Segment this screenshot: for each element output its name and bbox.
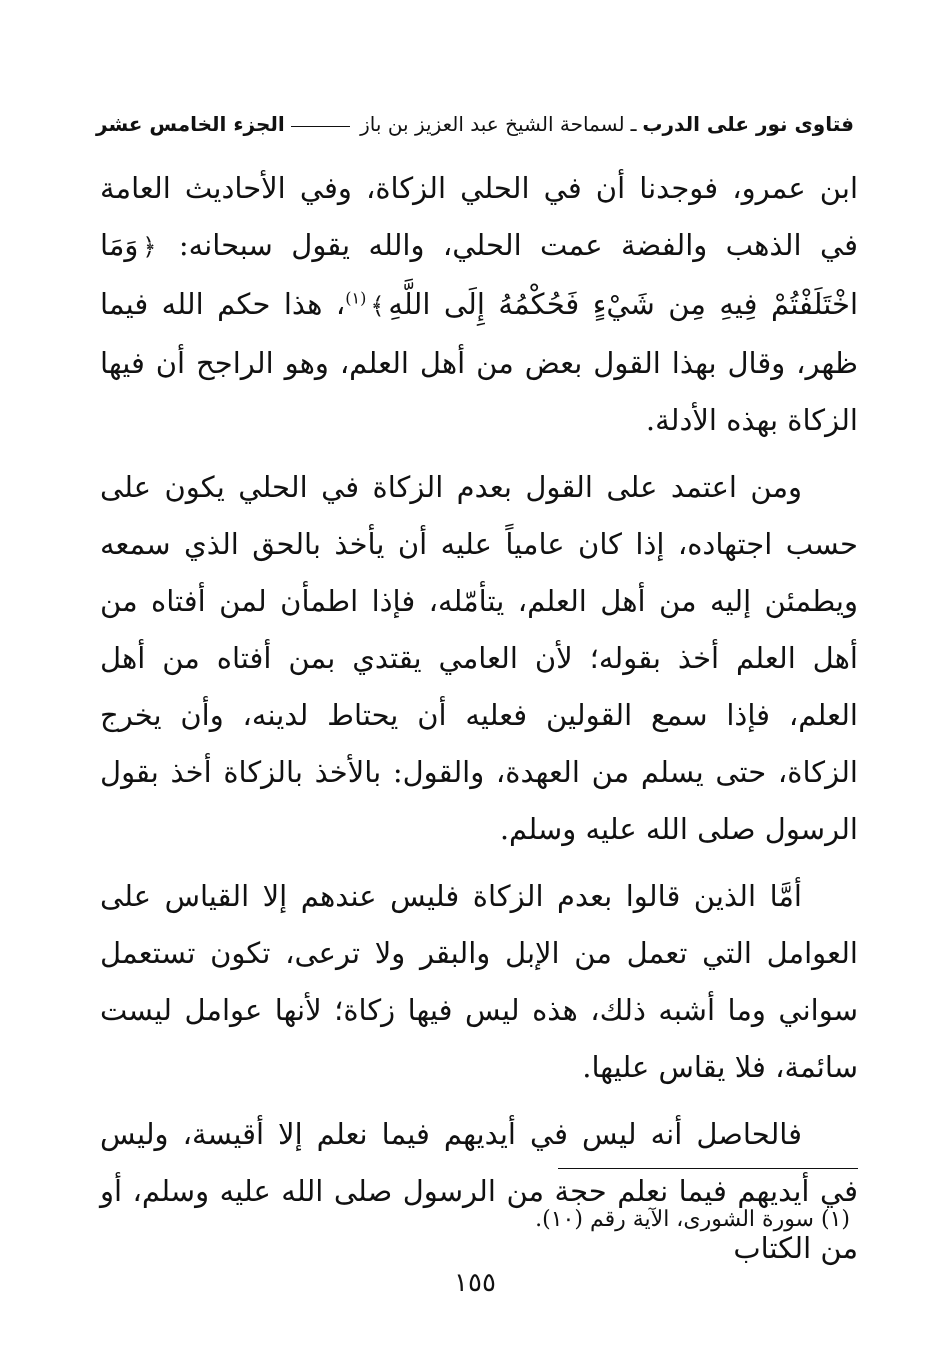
paragraph-1-part-b: ، هذا حكم الله فيما ظهر، وقال بهذا القول بعض من أهل العلم، وهو الراجح أن فيها الزكاة بهذه الأدلة.	[100, 287, 858, 437]
quran-verse: وَمَا اخْتَلَفْتُمْ فِيهِ مِن شَيْءٍ فَحُكْمُهُ إِلَى اللَّهِ	[100, 228, 858, 321]
paragraph-4: فالحاصل أنه ليس في أيديهم فيما نعلم إلا أقيسة، وليس في أيديهم فيما نعلم حجة من الرسول صلى الله عليه وسلم، أو من الكتاب	[100, 1117, 858, 1265]
running-header	[96, 104, 854, 144]
volume-label: الجزء الخامس عشر	[96, 112, 285, 136]
paragraph-3: أمَّا الذين قالوا بعدم الزكاة فليس عندهم إلا القياس على العوامل التي تعمل من الإبل والبقر ولا ترعى، تكون تستعمل سواني وما أشبه ذلك، هذه ليس فيها زكاة؛ لأنها عوامل ليست سائمة، فلا يقاس عليها.	[100, 879, 858, 1084]
footnote-reference: (١)	[345, 288, 367, 308]
quran-open-bracket: ﴿	[142, 233, 157, 261]
paragraph-2: ومن اعتمد على القول بعدم الزكاة في الحلي يكون على حسب اجتهاده، إذا كان عامياً عليه أن يأخذ بالحق الذي سمعه ويطمئن إليه من أهل العلم، يتأمّله، فإذا اطمأن لمن أفتاه من أهل العلم أخذ بقوله؛ لأن العامي يقتدي بمن أفتاه من أهل العلم، فإذا سمع القولين فعليه أن يحتاط لدينه، وأن يخرج الزكاة، حتى يسلم من العهدة، والقول: بالأخذ بالزكاة أخذ بقول الرسول صلى الله عليه وسلم.	[100, 470, 858, 846]
main-text	[100, 160, 858, 1277]
paragraph-1	[100, 160, 858, 449]
paragraph-1-part-a: ابن عمرو، فوجدنا أن في الحلي الزكاة، وفي الأحاديث العامة في الذهب والفضة عمت الحلي، والله يقول سبحانه:	[100, 171, 858, 262]
page-number: ١٥٥	[454, 1268, 496, 1298]
book-title: فتاوى نور على الدرب	[642, 112, 854, 136]
author-name: لسماحة الشيخ عبد العزيز بن باز	[360, 112, 625, 136]
quran-close-bracket: ﴾	[370, 292, 385, 320]
footnote: (١) سورة الشورى، الآية رقم (١٠).	[535, 1207, 850, 1232]
header-dash: ـ	[630, 112, 637, 136]
header-rule	[291, 126, 350, 127]
footnote-separator	[558, 1168, 858, 1169]
